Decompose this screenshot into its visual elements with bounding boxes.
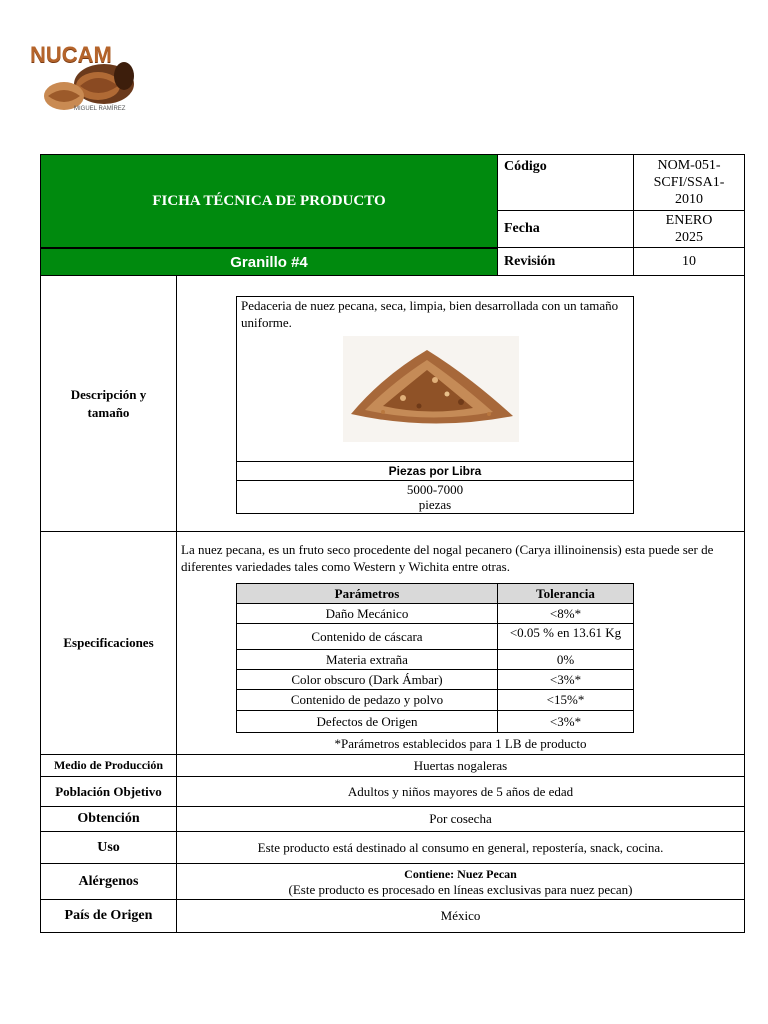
uso-value: Este producto está destinado al consumo en general, repostería, snack, cocina.: [257, 839, 664, 855]
parametros-note: *Parámetros establecidos para 1 LB de producto: [334, 736, 587, 751]
revision-label: Revisión: [504, 253, 556, 269]
tol-row-5: [497, 689, 634, 711]
document-title-cell: [40, 154, 498, 248]
revision-value-cell: [633, 247, 745, 276]
piezas-label-cell: [236, 461, 634, 481]
descripcion-content-cell: [176, 275, 745, 532]
codigo-value-1: NOM-051-: [657, 158, 721, 173]
codigo-value-3: 2010: [675, 192, 703, 207]
obtencion-value-cell: [176, 806, 745, 832]
tolerance-header: [497, 583, 634, 604]
fecha-label-cell: [497, 210, 634, 248]
param-name: Contenido de pedazo y polvo: [290, 692, 444, 707]
alergenos-label: Alérgenos: [78, 873, 139, 889]
piezas-value-1: 5000-7000: [406, 482, 464, 497]
poblacion-value: Adultos y niños mayores de 5 años de edad: [347, 783, 574, 799]
piezas-label: Piezas por Libra: [388, 464, 482, 478]
alergenos-contiene: Contiene: Nuez Pecan: [404, 866, 517, 881]
fecha-value-cell: [633, 210, 745, 248]
tol-row-3: [497, 649, 634, 670]
product-name-cell: [40, 248, 498, 276]
fecha-value-1: ENERO: [665, 213, 713, 228]
param-name: Contenido de cáscara: [311, 628, 423, 644]
granillo-pecan-image: [343, 336, 519, 442]
param-name: Materia extraña: [326, 651, 408, 667]
piezas-value-cell: [236, 480, 634, 514]
logo-wordmark: NUCAM: [30, 42, 112, 67]
piezas-value-2: piezas: [418, 497, 452, 512]
uso-value-cell: [176, 831, 745, 864]
tol-value: <3%*: [549, 671, 582, 687]
fecha-label: Fecha: [504, 221, 540, 236]
alergenos-label-cell: [40, 863, 177, 900]
fecha-value-2: 2025: [675, 230, 703, 245]
especificaciones-label-cell: [40, 531, 177, 755]
alergenos-value-cell: [176, 863, 745, 900]
param-header: [236, 583, 498, 604]
medio-value-cell: [176, 754, 745, 777]
param-name: Color obscuro (Dark Ámbar): [291, 671, 443, 687]
tol-value: <8%*: [549, 605, 582, 621]
tol-row-1: [497, 603, 634, 624]
tol-row-2: [497, 623, 634, 650]
descripcion-label-1: Descripción y: [70, 386, 147, 402]
codigo-value-2: SCFI/SSA1-: [653, 175, 725, 190]
descripcion-label-2: tamaño: [87, 404, 130, 420]
especificaciones-intro: La nuez pecana, es un fruto seco procedente del nogal pecanero (Carya illinoinensis) esta puede ser de diferentes variedades tales como Western y Wichita entre otras.: [181, 542, 714, 574]
medio-label-cell: [40, 754, 177, 777]
logo-subtitle: MIGUEL RAMÍREZ: [74, 106, 126, 112]
poblacion-label: Población Objetivo: [55, 783, 162, 799]
tol-value: <15%*: [546, 692, 585, 707]
document-title: FICHA TÉCNICA DE PRODUCTO: [152, 192, 386, 209]
poblacion-value-cell: [176, 776, 745, 807]
tol-value: <0.05 % en 13.61 Kg: [509, 625, 622, 640]
tol-row-6: [497, 710, 634, 733]
obtencion-label: Obtención: [77, 811, 140, 826]
tol-row-4: [497, 669, 634, 690]
especificaciones-label: Especificaciones: [63, 635, 154, 650]
revision-value: 10: [682, 253, 696, 269]
param-row-6: [236, 710, 498, 733]
descripcion-text: Pedaceria de nuez pecana, seca, limpia, bien desarrollada con un tamaño uniforme.: [241, 298, 619, 330]
descripcion-box: [236, 296, 634, 462]
pais-label-cell: [40, 899, 177, 933]
param-name: Defectos de Origen: [316, 713, 418, 729]
pais-value-cell: [176, 899, 745, 933]
codigo-label-cell: [497, 154, 634, 211]
param-header-label: Parámetros: [334, 585, 400, 601]
alergenos-note: (Este producto es procesado en líneas exclusivas para nuez pecan): [288, 881, 633, 897]
param-row-5: [236, 689, 498, 711]
descripcion-label-cell: [40, 275, 177, 532]
param-row-4: [236, 669, 498, 690]
obtencion-value: Por cosecha: [429, 811, 492, 826]
pais-label: País de Origen: [64, 908, 153, 923]
tol-value: 0%: [556, 651, 575, 667]
uso-label-cell: [40, 831, 177, 864]
revision-label-cell: [497, 247, 634, 276]
tol-value: <3%*: [549, 713, 582, 729]
param-row-3: [236, 649, 498, 670]
obtencion-label-cell: [40, 806, 177, 832]
especificaciones-content-cell: [176, 531, 745, 755]
param-name: Daño Mecánico: [325, 605, 409, 621]
company-logo: [28, 40, 140, 118]
tolerance-header-label: Tolerancia: [536, 585, 595, 601]
pais-value: México: [440, 908, 481, 923]
codigo-label: Código: [504, 159, 547, 174]
param-row-1: [236, 603, 498, 624]
param-row-2: [236, 623, 498, 650]
poblacion-label-cell: [40, 776, 177, 807]
uso-label: Uso: [97, 839, 120, 855]
codigo-value-cell: [633, 154, 745, 211]
medio-value: Huertas nogaleras: [413, 757, 508, 773]
medio-label: Medio de Producción: [53, 758, 164, 772]
product-name: Granillo #4: [230, 253, 308, 271]
